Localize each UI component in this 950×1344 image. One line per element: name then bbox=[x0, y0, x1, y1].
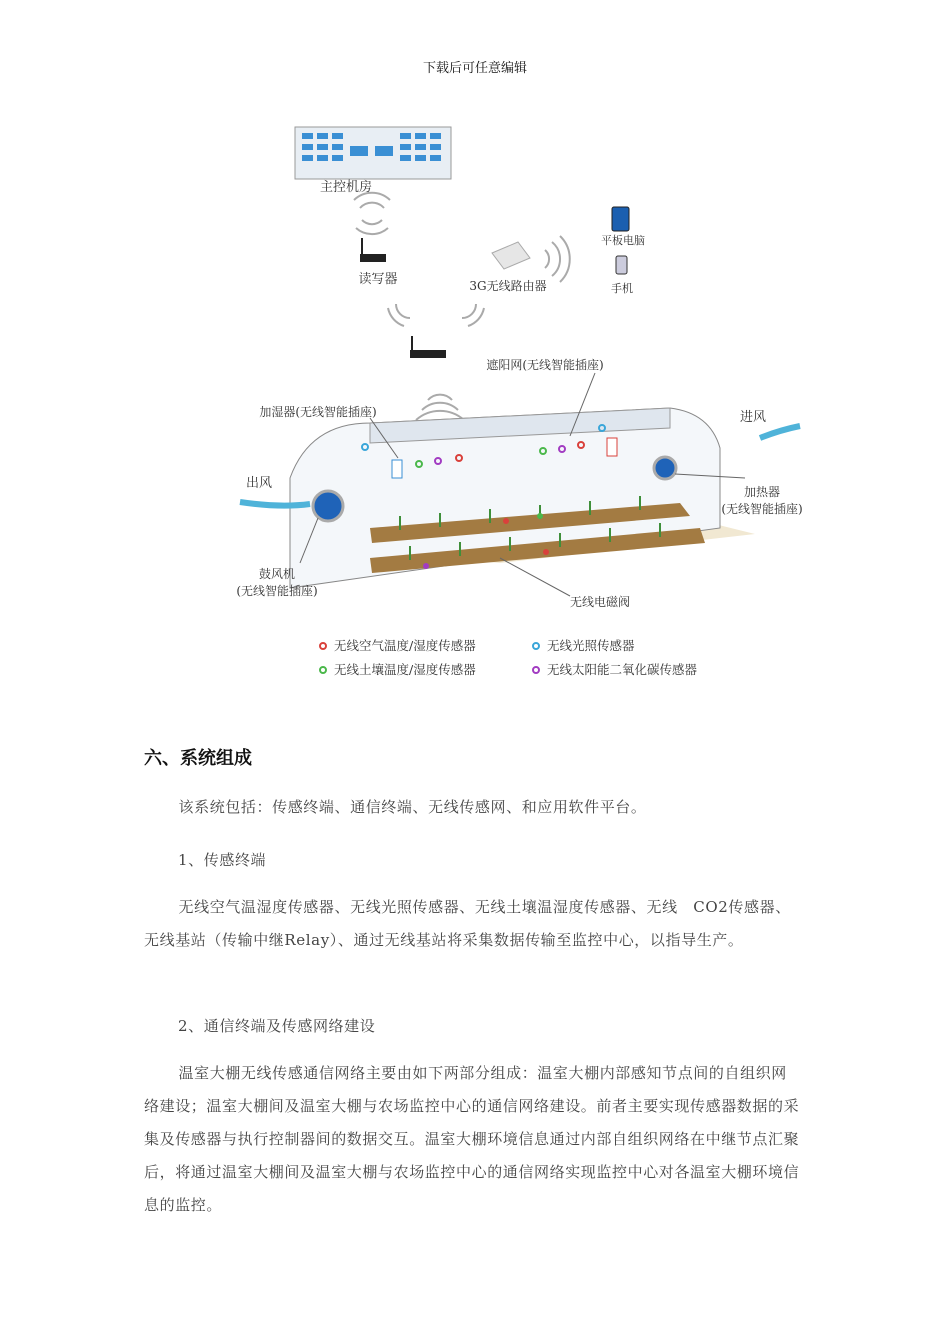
tablet-icon bbox=[612, 207, 629, 231]
reader-label: 读写器 bbox=[358, 272, 398, 287]
relay-signal-icon bbox=[388, 304, 484, 420]
legend-label: 无线太阳能二氧化碳传感器 bbox=[547, 662, 698, 677]
reader-icon bbox=[360, 238, 386, 262]
legend-label: 无线空气温度/湿度传感器 bbox=[334, 638, 476, 653]
paragraph-communication: 温室大棚无线传感通信网络主要由如下两部分组成：温室大棚内部感知节点间的自组织网络建设；温室大棚间及温室大棚与农场监控中心的通信网络建设。前者主要实现传感器数据的采集及传感器与执行控制器间的数据交互。温室大棚环境信息通过内部自组织网络在中继节点汇聚后，将通过温室大棚间及温室大棚与农场监控中心的通信网络实现监控中心对各温室大棚环境信息的监控。 bbox=[144, 1064, 800, 1214]
control-room-label: 主控机房 bbox=[319, 180, 373, 195]
page-header: 下载后可任意编辑 bbox=[422, 61, 527, 76]
legend-marker bbox=[320, 667, 326, 673]
phone-icon bbox=[616, 256, 627, 274]
heater-sub-label: (无线智能插座) bbox=[721, 502, 803, 516]
router-label: 3G无线路由器 bbox=[469, 279, 547, 293]
blower-label: 鼓风机 bbox=[258, 567, 296, 581]
blower-fan-icon bbox=[313, 491, 343, 521]
router-icon bbox=[492, 242, 530, 269]
legend-label: 无线土壤温度/湿度传感器 bbox=[334, 662, 476, 677]
legend-marker bbox=[533, 667, 539, 673]
air-in-label: 进风 bbox=[739, 410, 767, 425]
subheading-communication: 2、通信终端及传感网络建设 bbox=[178, 1017, 376, 1035]
relay-icon bbox=[410, 336, 446, 358]
router-signal-icon bbox=[545, 236, 570, 282]
valve-label: 无线电磁阀 bbox=[569, 595, 631, 609]
air-out-arrow-icon bbox=[240, 502, 310, 506]
air-in-arrow-icon bbox=[760, 426, 800, 438]
heater-label: 加热器 bbox=[743, 485, 781, 499]
greenhouse-system-diagram bbox=[200, 118, 840, 690]
heater-icon bbox=[607, 438, 617, 456]
wifi-signal-icon bbox=[354, 193, 390, 234]
legend bbox=[320, 638, 698, 677]
shade-net-label: 遮阳网(无线智能插座) bbox=[486, 358, 604, 372]
legend-marker bbox=[533, 643, 539, 649]
humidifier-label: 加湿器(无线智能插座) bbox=[259, 405, 377, 419]
tablet-label: 平板电脑 bbox=[601, 234, 645, 247]
blower-sub-label: (无线智能插座) bbox=[236, 584, 318, 598]
legend-marker bbox=[320, 643, 326, 649]
air-out-label: 出风 bbox=[245, 476, 273, 491]
heater-fan-icon bbox=[654, 457, 676, 479]
section-title: 六、系统组成 bbox=[144, 748, 252, 769]
humidifier-icon bbox=[392, 460, 402, 478]
phone-label: 手机 bbox=[611, 282, 633, 295]
control-room-icon bbox=[295, 127, 451, 179]
subheading-sensing-terminal: 1、传感终端 bbox=[178, 851, 267, 869]
legend-label: 无线光照传感器 bbox=[547, 638, 635, 653]
intro-paragraph: 该系统包括：传感终端、通信终端、无线传感网、和应用软件平台。 bbox=[178, 798, 647, 816]
paragraph-sensing-terminal: 无线空气温湿度传感器、无线光照传感器、无线土壤温湿度传感器、无线 CO2传感器、无线基站（传输中继Relay）、通过无线基站将采集数据传输至监控中心，以指导生产。 bbox=[144, 898, 791, 949]
